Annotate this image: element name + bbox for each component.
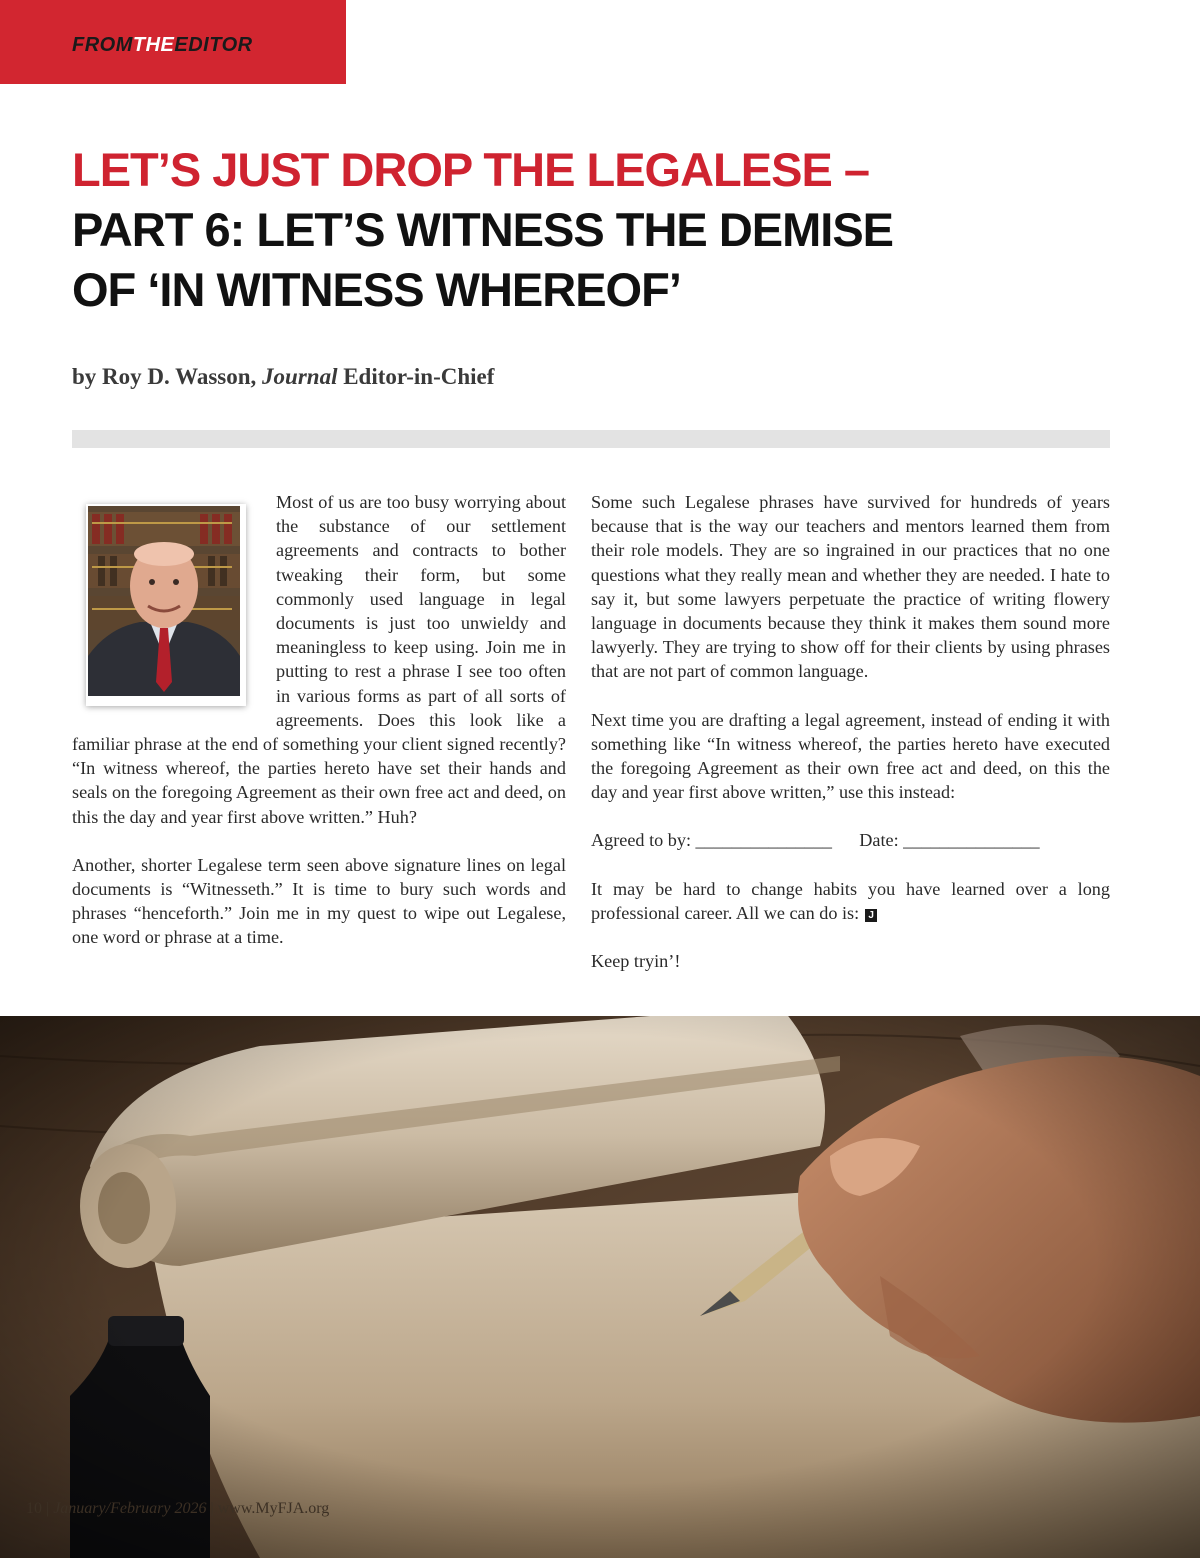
- headline-line-1: LET’S JUST DROP THE LEGALESE –: [72, 143, 869, 196]
- journal-end-mark-icon: J: [865, 909, 877, 922]
- headline-line-2: PART 6: LET’S WITNESS THE DEMISE: [72, 203, 894, 256]
- right-column: [591, 490, 1110, 997]
- byline-suffix: Editor-in-Chief: [343, 364, 495, 389]
- right-paragraph-4: Keep tryin’!: [591, 951, 681, 972]
- section-from: FROM: [72, 34, 133, 56]
- page-footer: 10 | January/February 2026 | www.MyFJA.org: [26, 1500, 330, 1517]
- article-headline: [72, 140, 1132, 320]
- left-paragraph-1: Most of us are too busy worrying about the substance of our settlement agreements and contracts to bother tweaking their form, but some commonly used language in legal documents is just too unwieldy and meaningless to keep using. Join me in putting to rest a phrase I see too often in various forms as part of all sorts of agreements. Does this look like a familiar phrase at the end of something your client signed recently? “In witness whereof, the parties hereto have set their hands and seals on the foregoing Agreement as their own free act and deed, on this the day and year first above written.” Huh?: [72, 492, 566, 827]
- right-paragraph-1: Some such Legalese phrases have survived for hundreds of years because that is the way our teachers and mentors learned them from their role models. They are so ingrained in our practices that no one questions what they really mean and whether they are needed. I hate to say it, but some lawyers perpetuate the practice of writing flowery language in documents because they think it makes them sound more lawyerly. They are trying to show off for their clients by using phrases that are not part of common language.: [591, 492, 1110, 682]
- right-paragraph-2: Next time you are drafting a legal agreement, instead of ending it with something like “In witness whereof, the parties hereto have executed the foregoing Agreement as their own free act and deed, on this the day and year first above written,” use this instead:: [591, 709, 1110, 803]
- page-number: 10: [26, 1500, 42, 1517]
- section-the: THE: [132, 34, 175, 56]
- agreed-to-by-field: Agreed to by: _______________: [591, 830, 832, 851]
- website-link[interactable]: www.MyFJA.org: [217, 1500, 330, 1517]
- quill-and-scroll-image: [0, 1016, 1200, 1558]
- issue-date: January/February 2026: [53, 1500, 207, 1517]
- signature-line: [591, 828, 1110, 852]
- byline: [72, 364, 494, 390]
- author-photo: [86, 504, 246, 706]
- left-paragraph-2: Another, shorter Legalese term seen above signature lines on legal documents is “Witnesseth.” It is time to bury such words and phrases “henceforth.” Join me in my quest to wipe out Legalese, one word or phrase at a time.: [72, 854, 566, 948]
- byline-prefix: by Roy D. Wasson,: [72, 364, 257, 389]
- section-tab: [0, 0, 346, 84]
- right-paragraph-3-text: It may be hard to change habits you have learned over a long professional career. All we can do is:: [591, 878, 1110, 923]
- byline-journal: Journal: [262, 364, 338, 389]
- left-column: [72, 490, 566, 974]
- headline-line-3: OF ‘IN WITNESS WHEREOF’: [72, 263, 681, 316]
- date-field: Date: _______________: [859, 830, 1040, 851]
- divider-bar: [72, 430, 1110, 448]
- author-portrait-image: [88, 506, 240, 696]
- section-editor: EDITOR: [174, 34, 253, 56]
- right-paragraph-3: [591, 877, 1110, 925]
